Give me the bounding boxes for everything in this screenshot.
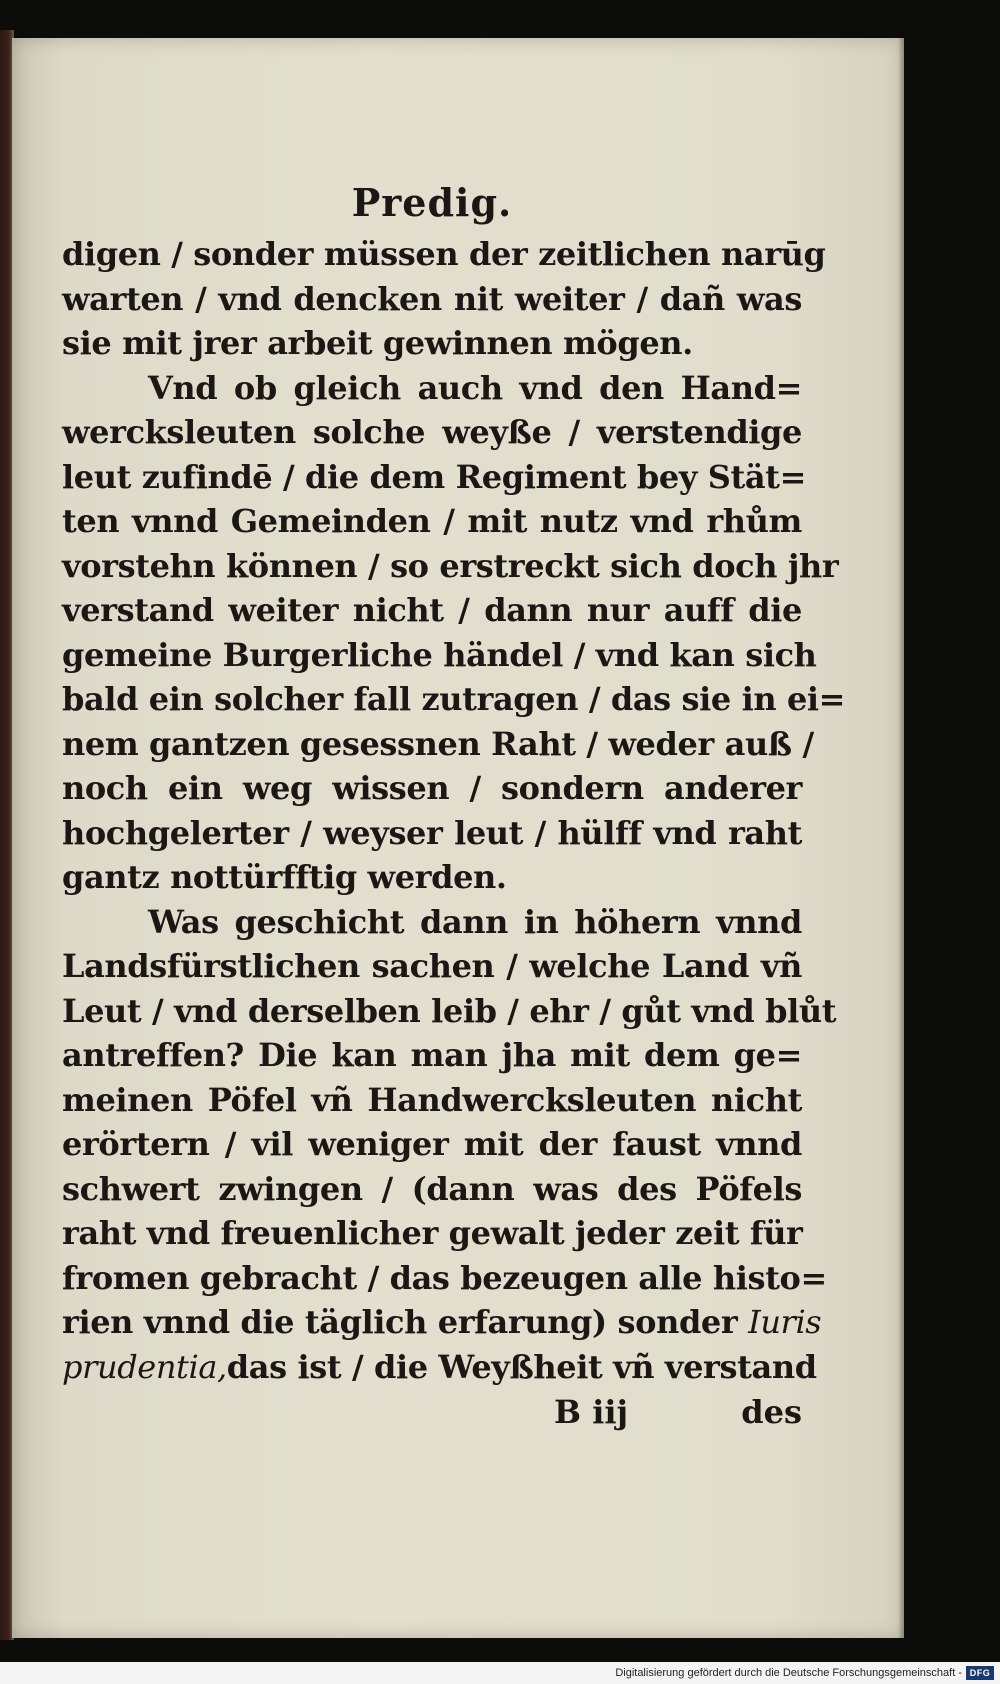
text-line-roman: rien vnnd die täglich erfarung) sonder xyxy=(62,1303,738,1341)
paragraph-4 xyxy=(62,1345,817,1390)
text-line: bald ein solcher fall zutragen / das sie in ei= xyxy=(62,680,846,718)
text-line xyxy=(62,1345,817,1390)
text-line: meinen Pöfel vñ Handwercksleuten nicht xyxy=(62,1080,802,1119)
text-line: noch ein weg wissen / sondern anderer xyxy=(62,769,802,807)
paragraph-1 xyxy=(62,232,826,366)
text-line: Was geschicht dann in höhern vnnd xyxy=(148,902,802,941)
text-line: fromen gebracht / das bezeugen alle histo= xyxy=(62,1258,827,1297)
text-line: Vnd ob gleich auch vnd den Hand= xyxy=(148,368,802,407)
text-line: antreffen? Die kan man jha mit dem ge= xyxy=(62,1036,802,1074)
text-line: Leut / vnd derselben leib / ehr / gůt vnd blůt xyxy=(62,991,837,1030)
signature-mark: B iij xyxy=(554,1393,629,1431)
text-line: verstand weiter nicht / dann nur auff die xyxy=(62,591,802,629)
book-page xyxy=(12,38,904,1638)
paragraph-3 xyxy=(62,900,837,1345)
latin-term: prudentia, xyxy=(62,1347,227,1386)
dfg-logo-icon: DFG xyxy=(966,1666,994,1680)
latin-term: Iuris xyxy=(748,1303,822,1341)
signature-line xyxy=(62,1389,802,1435)
text-line: hochgelerter / weyser leut / hülff vnd raht xyxy=(62,813,802,852)
text-line: ten vnnd Gemeinden / mit nutz vnd rhům xyxy=(62,502,802,540)
catchword: des xyxy=(741,1393,802,1431)
running-head: Predig. xyxy=(351,180,513,225)
text-line: warten / vnd dencken nit weiter / dañ was xyxy=(62,279,802,318)
text-line xyxy=(62,1300,822,1345)
text-line: raht vnd freuenlicher gewalt jeder zeit für xyxy=(62,1214,803,1252)
text-line: erörtern / vil weniger mit der faust vnnd xyxy=(62,1125,802,1163)
text-line: leut zufindē / die dem Regiment bey Stät= xyxy=(62,457,806,496)
text-block xyxy=(62,178,846,1435)
text-line: digen / sonder müssen der zeitlichen narūg xyxy=(62,235,826,273)
funding-credit: Digitalisierung gefördert durch die Deutsche Forschungsgemeinschaft - xyxy=(615,1667,962,1679)
text-line: sie mit jrer arbeit gewinnen mögen. xyxy=(62,324,693,362)
text-line: gemeine Burgerliche händel / vnd kan sich xyxy=(62,635,817,674)
text-line-roman: das ist / die Weyßheit vñ verstand xyxy=(226,1347,817,1386)
text-line: nem gantzen gesessnen Raht / weder auß / xyxy=(62,724,814,763)
text-line: gantz nottürfftig werden. xyxy=(62,858,507,896)
paragraph-2 xyxy=(62,366,846,900)
text-line: schwert zwingen / (dann was des Pöfels xyxy=(62,1169,802,1208)
text-line: Landsfürstlichen sachen / welche Land vñ xyxy=(62,947,802,985)
text-line: vorstehn können / so erstreckt sich doch jhr xyxy=(62,546,839,585)
text-line: wercksleuten solche weyße / verstendige xyxy=(62,413,802,451)
